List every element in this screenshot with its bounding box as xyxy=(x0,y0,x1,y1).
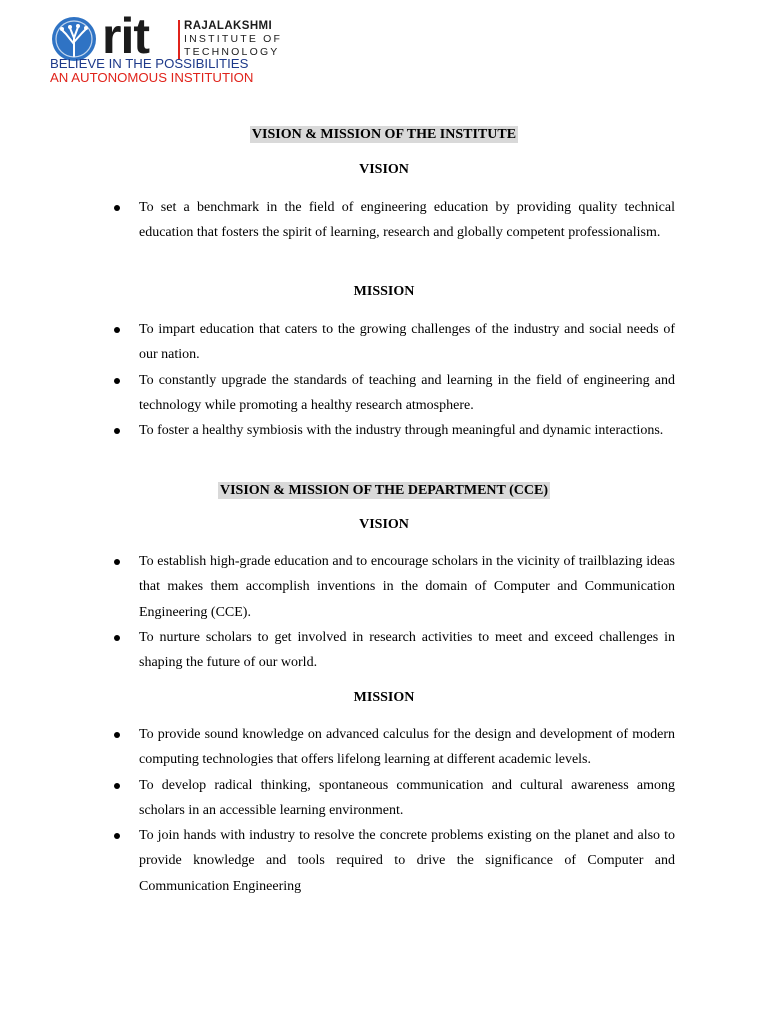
list-item xyxy=(114,722,675,773)
list-item xyxy=(114,195,675,246)
bullet-icon xyxy=(114,833,120,839)
bullet-icon xyxy=(114,428,120,434)
institute-mission-heading: MISSION xyxy=(353,284,415,299)
logo-separator xyxy=(178,20,180,60)
institution-logo xyxy=(50,8,310,85)
institute-title xyxy=(0,127,768,143)
institute-vision-list xyxy=(114,195,675,246)
bullet-icon xyxy=(114,327,120,333)
list-item xyxy=(114,368,675,419)
logo-tagline: BELIEVE IN THE POSSIBILITIES xyxy=(50,56,249,71)
bullet-icon xyxy=(114,378,120,384)
bullet-text: To nurture scholars to get involved in research activities to meet and exceed challenges in shaping the future of our world. xyxy=(139,629,675,671)
list-item xyxy=(114,823,675,899)
institute-title-text: VISION & MISSION OF THE INSTITUTE xyxy=(251,127,517,142)
bullet-text: To establish high-grade education and to encourage scholars in the vicinity of trailblazing ideas that makes them accomplish inventions in the domain of Computer and Communication Engineering (CCE). xyxy=(139,554,675,620)
logo-name-line3: TECHNOLOGY xyxy=(184,46,280,58)
bullet-text: To foster a healthy symbiosis with the industry through meaningful and dynamic interactions. xyxy=(139,423,664,439)
bullet-text: To develop radical thinking, spontaneous communication and cultural awareness among scholars in an accessible learning environment. xyxy=(139,777,675,818)
bullet-text: To constantly upgrade the standards of teaching and learning in the field of engineering and technology while promoting a healthy research atmosphere. xyxy=(139,372,675,413)
list-item xyxy=(114,625,675,676)
department-vision-list xyxy=(114,549,675,675)
list-item xyxy=(114,418,675,443)
list-item xyxy=(114,317,675,368)
logo-institute-name xyxy=(184,20,282,59)
logo-name-line1: RAJALAKSHMI xyxy=(184,20,273,32)
bullet-text: To set a benchmark in the field of engineering education by providing quality technical education that fosters the spirit of learning, research and globally competent professionalism. xyxy=(139,200,675,241)
logo-autonomous: AN AUTONOMOUS INSTITUTION xyxy=(50,70,254,85)
department-title-text: VISION & MISSION OF THE DEPARTMENT (CCE) xyxy=(219,483,549,498)
institute-vision-heading: VISION xyxy=(359,162,409,177)
bullet-text: To join hands with industry to resolve the concrete problems existing on the planet and also to provide knowledge and tools required to drive the significance of Computer and Communication Engineering xyxy=(139,828,675,894)
institute-mission-list xyxy=(114,317,675,443)
bullet-icon xyxy=(114,635,120,641)
bullet-text: To impart education that caters to the growing challenges of the industry and social needs of our nation. xyxy=(139,322,675,363)
department-vision-heading: VISION xyxy=(359,517,409,532)
list-item xyxy=(114,773,675,824)
logo-rit-text: rit xyxy=(102,8,149,64)
department-mission-list xyxy=(114,722,675,899)
department-mission-heading: MISSION xyxy=(353,690,415,705)
bullet-icon xyxy=(114,205,120,211)
logo-name-line2: INSTITUTE OF xyxy=(184,33,283,45)
bullet-icon xyxy=(114,559,120,565)
bullet-text: To provide sound knowledge on advanced calculus for the design and development of modern computing technologies that offers lifelong learning at different academic levels. xyxy=(139,727,675,768)
list-item xyxy=(114,549,675,625)
department-title xyxy=(0,483,768,499)
bullet-icon xyxy=(114,732,120,738)
bullet-icon xyxy=(114,783,120,789)
